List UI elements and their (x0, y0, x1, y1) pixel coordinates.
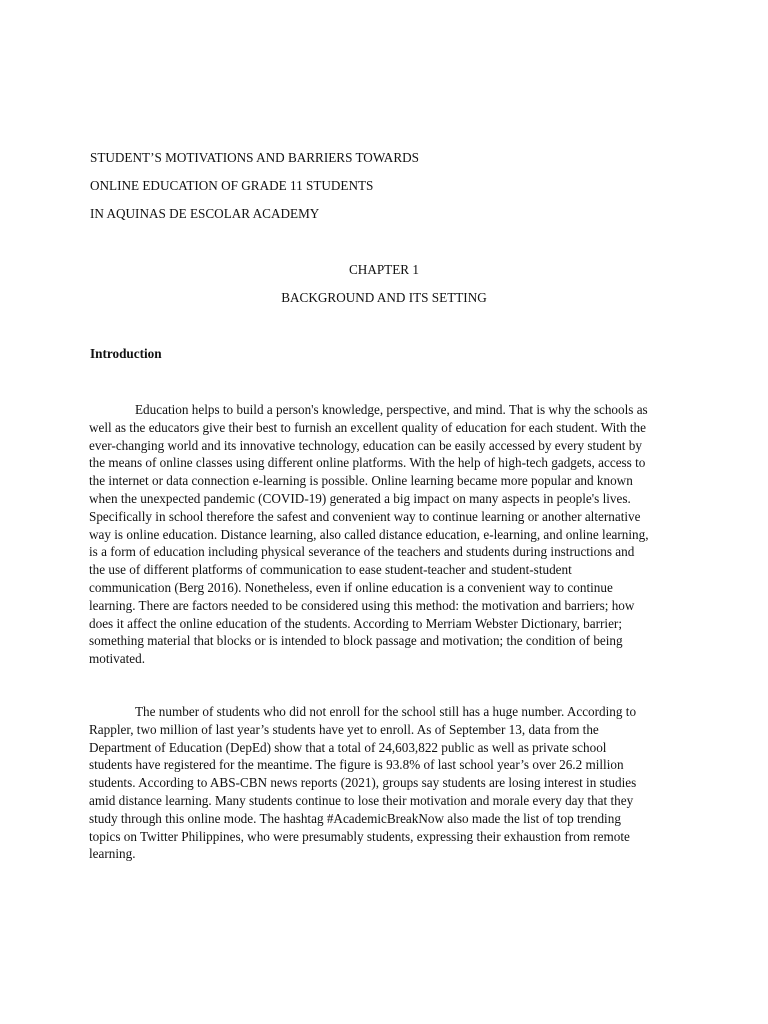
paragraph-line: amid distance learning. Many students continue to lose their motivation and morale every day that they (89, 792, 634, 808)
paragraph-line: well as the educators give their best to furnish an excellent quality of education for each student. With the (89, 419, 646, 435)
paragraph-line: does it affect the online education of the students. According to Merriam Webster Dictionary, barrier; (89, 615, 622, 631)
chapter-subtitle: BACKGROUND AND ITS SETTING (281, 290, 487, 305)
paragraph-line: communication (Berg 2016). Nonetheless, even if online education is a convenient way to continue (89, 579, 613, 595)
paragraph-line: motivated. (89, 651, 146, 667)
paragraph-line: Department of Education (DepEd) show that a total of 24,603,822 public as well as private school (89, 739, 607, 755)
title-line-1: STUDENT’S MOTIVATIONS AND BARRIERS TOWARDS (90, 150, 419, 165)
chapter-label: CHAPTER 1 (349, 262, 419, 277)
paragraph-line: the internet or data connection e-learning is possible. Online learning became more popular and known (89, 473, 633, 489)
paragraph-line: the means of online classes using different online platforms. With the help of high-tech gadgets, access to (89, 455, 646, 471)
paragraph-line: Specifically in school therefore the safest and convenient way to continue learning or another alternative (89, 508, 641, 524)
paragraph-line: students have registered for the meantime. The figure is 93.8% of last school year’s over 26.2 million (89, 757, 624, 773)
paragraph-line: something material that blocks or is intended to block passage and motivation; the condition of being (89, 633, 623, 649)
paragraph-line: students. According to ABS-CBN news reports (2021), groups say students are losing interest in studies (89, 775, 637, 791)
paragraph-line: The number of students who did not enroll for the school still has a huge number. According to (135, 704, 637, 719)
title-line-3: IN AQUINAS DE ESCOLAR ACADEMY (90, 206, 320, 221)
title-line-2: ONLINE EDUCATION OF GRADE 11 STUDENTS (90, 178, 374, 193)
paragraph-line: study through this online mode. The hashtag #AcademicBreakNow also made the list of top trending (89, 810, 621, 826)
paragraph-line: is a form of education including physical severance of the teachers and students during instructions and (89, 544, 635, 560)
section-heading-introduction: Introduction (90, 346, 162, 361)
paragraph-line: learning. (89, 846, 136, 862)
paragraph-line: ever-changing world and its innovative technology, education can be easily accessed by every student by (89, 437, 642, 453)
paragraph-line: the use of different platforms of communication to ease student-teacher and student-student (89, 562, 572, 578)
paragraph-introduction-2 (89, 703, 677, 863)
paragraph-line: Rappler, two million of last year’s students have yet to enroll. As of September 13, data from the (89, 721, 599, 737)
paragraph-line: Education helps to build a person's knowledge, perspective, and mind. That is why the schools as (135, 402, 648, 417)
paragraph-line: when the unexpected pandemic (COVID-19) generated a big impact on many aspects in people's lives. (89, 490, 631, 506)
paragraph-line: learning. There are factors needed to be considered using this method: the motivation and barriers; how (89, 597, 635, 613)
paragraph-line: way is online education. Distance learning, also called distance education, e-learning, and online learning, (89, 526, 649, 542)
paragraph-introduction-1 (89, 401, 677, 668)
paragraph-line: topics on Twitter Philippines, who were presumably students, expressing their exhaustion from remote (89, 828, 630, 844)
